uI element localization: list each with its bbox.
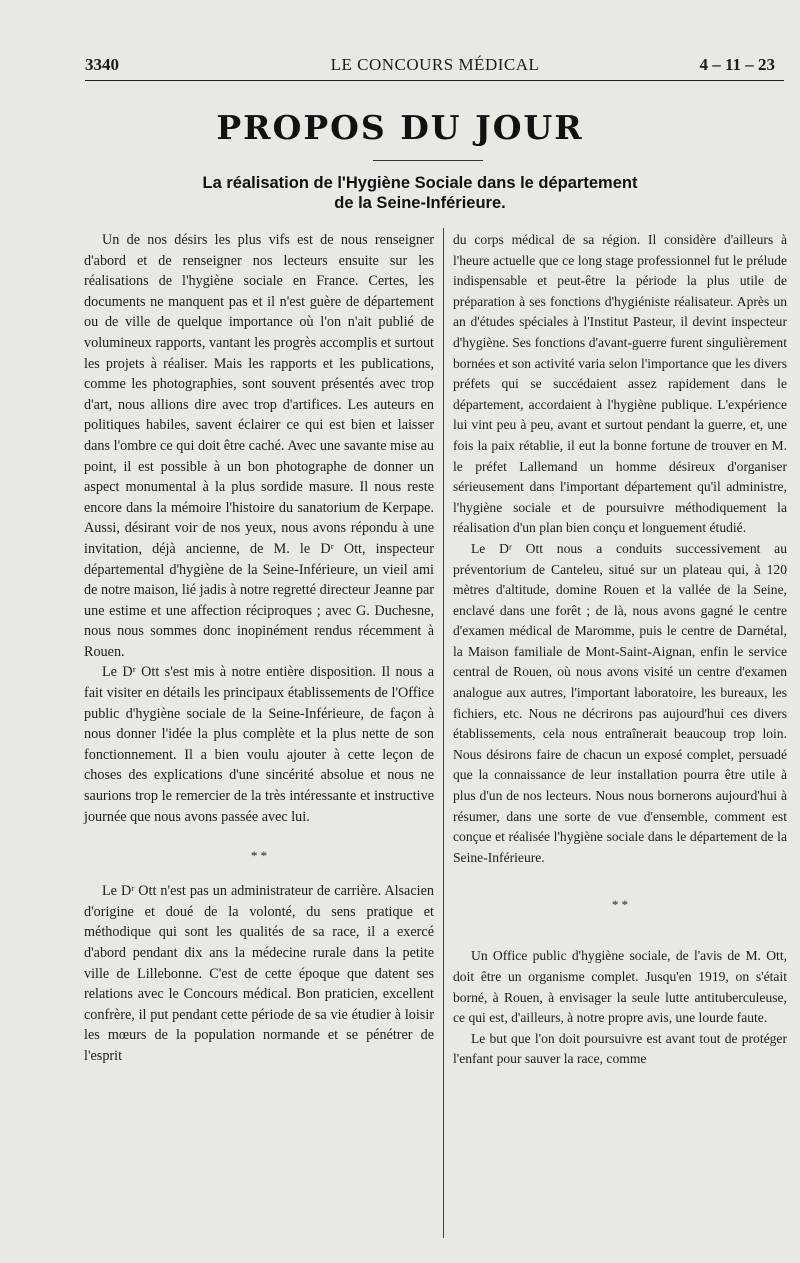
left-paragraph-3: Le Dʳ Ott n'est pas un administrateur de carrière. Alsacien d'origine et doué de la volonté, du sens pratique et méthodique qui sont les qualités de sa race, il a exercé d'abord pendant dix ans la médecine rurale dans la petite ville de Lillebonne. C'est de cette époque que datent ses relations avec le Concours médical. Bon praticien, excellent confrère, il put pendant cette période de sa vie étudier à loisir les mœurs de la population normande et se pénétrer de l'esprit — [84, 883, 434, 1064]
header-rule — [85, 80, 784, 81]
left-column — [84, 230, 434, 1067]
issue-date: 4 – 11 – 23 — [699, 55, 775, 74]
page-header — [85, 55, 785, 79]
subtitle-line-1: La réalisation de l'Hygiène Sociale dans le département — [202, 174, 638, 192]
right-paragraph-2: Le Dʳ Ott nous a conduits successivement au préventorium de Canteleu, situé sur un plateau qui, à 120 mètres d'altitude, domine Rouen et la vallée de la Seine, enclavé dans une forêt ; de là, nous avons gagné le centre d'examen médical de Maromme, puis le centre de Darnétal, la Maison familiale de Mont-Saint-Aignan, enfin le service central de Rouen, où nous avons visité un centre d'examen analogue aux autres, l'important laboratoire, les bureaux, les fichiers, etc. Nous ne décrirons pas aujourd'hui ces divers établissements, cela nous entraînerait beaucoup trop loin. Nous désirons faire de chacun un exposé complet, persuadé que la connaissance de leur installation pourra être utile à plus d'un de nos lecteurs. Nous nous bornerons aujourd'hui à résumer, dans une sorte de vue d'ensemble, comment est conçue et réalisée l'hygiène sociale dans le département de la Seine-Inférieure. — [453, 540, 787, 865]
right-paragraph-1: du corps médical de sa région. Il considère d'ailleurs à l'heure actuelle que ce long stage professionnel fut le prélude indispensable et peut-être la période la plus utile de préparation à ses fonctions d'hygiéniste réalisateur. Après un an d'études spéciales à l'Institut Pasteur, il devint inspecteur d'hygiène. Ses fonctions d'avant-guerre furent singulièrement bornées et son activité varia selon l'importance que les divers préfets qui se succédaient assez rapidement dans le département, accordaient à l'hygiène publique. L'expérience lui vint peu à peu, avant et surtout pendant la guerre, et, une fois la paix rétablie, il eut la bonne fortune de trouver en M. le préfet Lallemand un homme désireux d'organiser sérieusement dans l'important département qu'il administre, l'hygiène sociale et de poursuivre méthodiquement la réalisation d'un plan bien conçu et longuement étudié. — [453, 232, 787, 536]
right-column — [453, 230, 787, 1070]
article-subtitle — [120, 173, 720, 213]
right-paragraph-3: Un Office public d'hygiène sociale, de l'avis de M. Ott, doit être un organisme complet. Jusqu'en 1919, on s'était borné, à Rouen, à envisager la seule lutte antituberculeuse, ce qui est, d'ailleurs, à notre propre avis, une lourde faute. — [453, 948, 787, 1026]
journal-title: LE CONCOURS MÉDICAL — [330, 55, 540, 74]
left-paragraph-1: Un de nos désirs les plus vifs est de nous renseigner d'abord et de renseigner nos lecteurs ensuite sur les réalisations de l'hygiène sociale en France. Certes, les documents ne manquent pas et il n'est guère de département ou de ville de quelque importance où l'on n'ait publié de volumineux rapports, vantant les progrès accomplis et surtout les projets à réaliser. Mais les rapports et les publications, comme les photographies, sont souvent présentés avec trop d'art, nous allions dire avec trop d'artifices. Les auteurs en politiques habiles, savent éclairer ce qui est bien et laisser dans l'ombre ce qui doit être caché. Avec une savante mise au point, il est possible à un bon photographe de donner un aspect monumental à la plus sordide masure. Il nous reste encore dans la mémoire l'histoire du sanatorium de Kerpape. Aussi, désirant voir de nos yeux, nous avons répondu à une invitation, déjà ancienne, de M. le Dʳ Ott, inspecteur départemental d'hygiène de la Seine-Inférieure, un vieil ami de notre maison, lié jadis à notre regretté directeur Jeanne par une estime et une affection réciproques ; avec G. Duchesne, nous nous sommes donc inopinément rendus récemment à Rouen. — [84, 232, 434, 660]
section-separator-right: * * — [611, 897, 629, 913]
column-divider — [443, 228, 444, 1238]
section-separator: * * — [250, 848, 268, 864]
title-rule — [373, 160, 483, 161]
page-number: 3340 — [85, 55, 119, 74]
subtitle-line-2: de la Seine-Inférieure. — [334, 194, 506, 212]
section-title: PROPOS DU JOUR — [216, 108, 584, 147]
right-paragraph-4: Le but que l'on doit poursuivre est avant tout de protéger l'enfant pour sauver la race, comme — [453, 1030, 787, 1067]
left-paragraph-2: Le Dʳ Ott s'est mis à notre entière disposition. Il nous a fait visiter en détails les principaux établissements de l'Office public d'hygiène sociale de la Seine-Inférieure, de façon à nous donner l'idée la plus complète et la plus nette de son fonctionnement. Il a bien voulu ajouter à cette leçon de choses des explications d'une sincérité absolue et nous ne saurions trop le remercier de la très intéressante et instructive journée que nous avons passée avec lui. — [84, 664, 434, 825]
